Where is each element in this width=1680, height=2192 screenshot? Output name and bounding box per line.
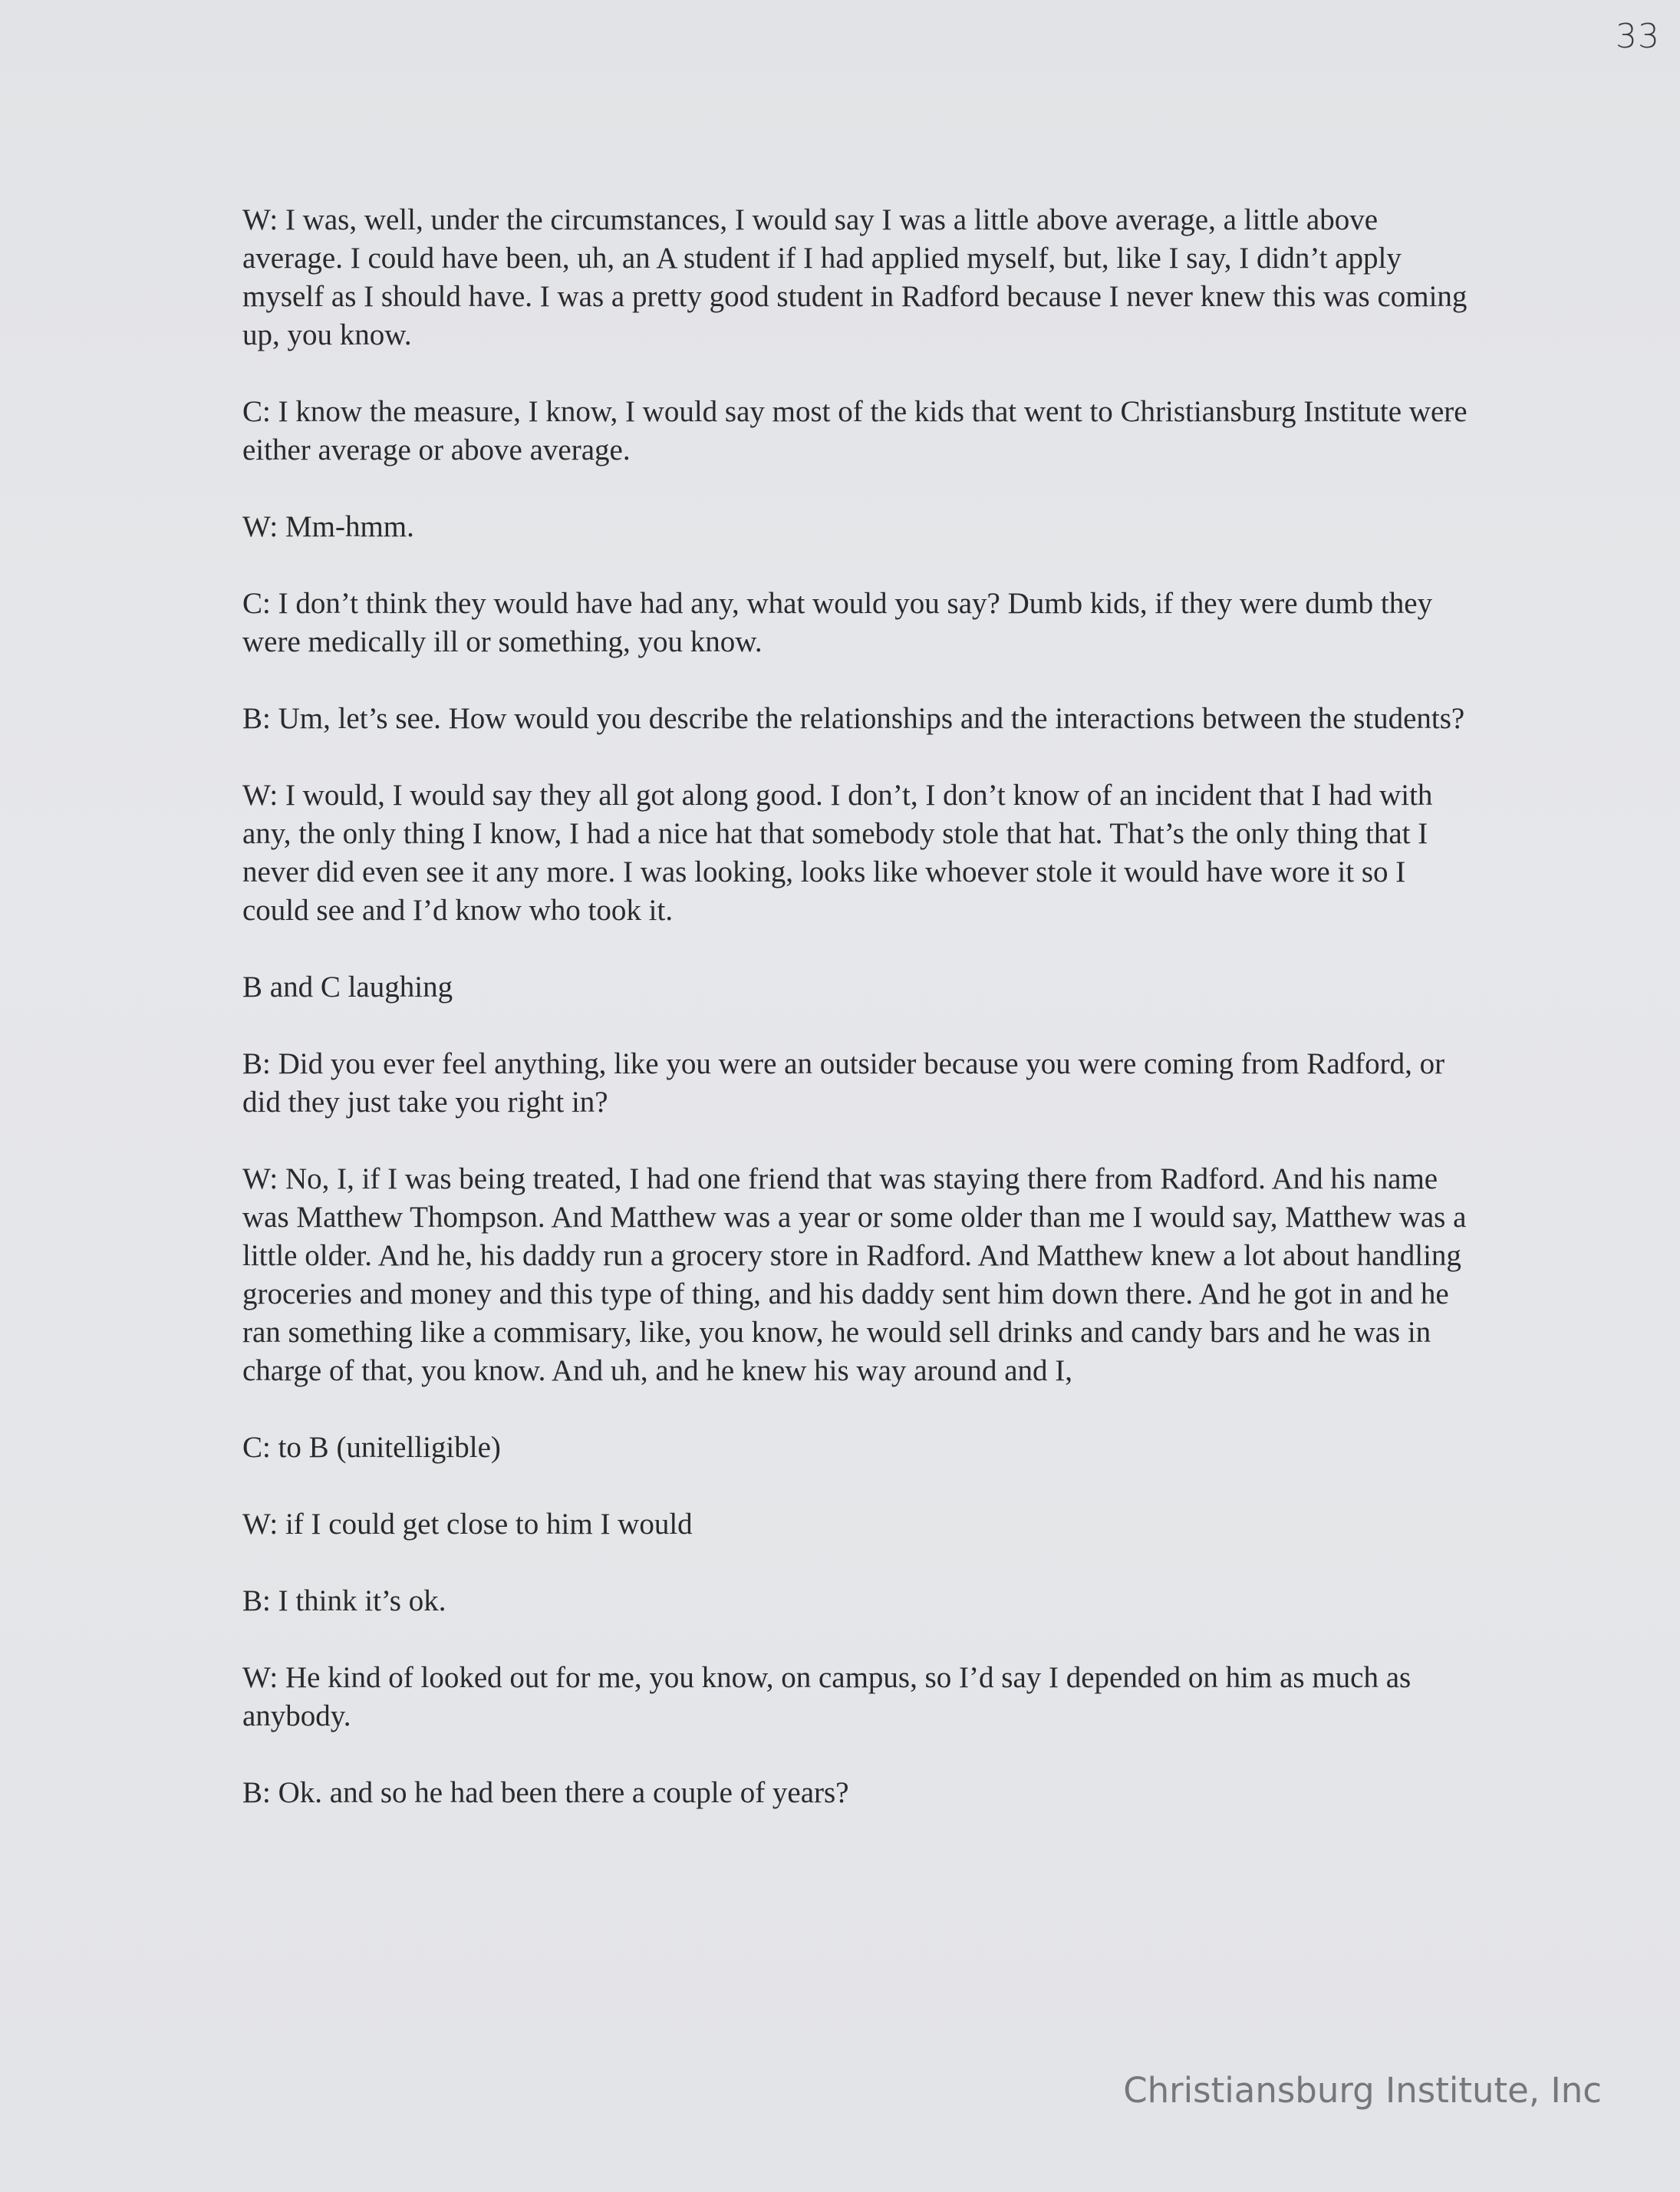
transcript-paragraph: B: Ok. and so he had been there a couple of years? bbox=[242, 1776, 849, 1809]
watermark: Christiansburg Institute, Inc bbox=[1123, 2070, 1602, 2111]
page-number: 33 bbox=[1616, 17, 1660, 56]
transcript-paragraph: W: No, I, if I was being treated, I had one friend that was staying there from Radford. And his name was Matthew Thompson. And Matthew was a year or some older than me I would say, Matthew was a little older. And he, his daddy run a grocery store in Radford. And Matthew knew a lot about handling groceries and money and this type of thing, and his daddy sent him down there. And he got in and he ran something like a commisary, like, you know, he would sell drinks and candy bars and he was in charge of that, you know. And uh, and he knew his way around and I, bbox=[242, 1162, 1467, 1387]
transcript-paragraph: C: I know the measure, I know, I would say most of the kids that went to Christiansburg Institute were either average or above average. bbox=[242, 395, 1468, 466]
transcript-paragraph: W: Mm-hmm. bbox=[242, 510, 414, 543]
transcript-paragraph: W: I would, I would say they all got along good. I don’t, I don’t know of an incident that I had with any, the only thing I know, I had a nice hat that somebody stole that hat. That’s the only thing that I never did even see it any more. I was looking, looks like whoever stole it would have wore it so I could see and I’d know who took it. bbox=[242, 779, 1433, 927]
transcript-paragraph: B: Um, let’s see. How would you describe the relationships and the interactions between the students? bbox=[242, 702, 1465, 735]
transcript-paragraph: C: to B (unitelligible) bbox=[242, 1431, 501, 1464]
transcript-paragraph: B and C laughing bbox=[242, 971, 453, 1004]
transcript-paragraph: W: if I could get close to him I would bbox=[242, 1508, 693, 1541]
transcript-paragraph: C: I don’t think they would have had any, what would you say? Dumb kids, if they were dumb they were medically ill or something, you know. bbox=[242, 587, 1433, 658]
transcript-body bbox=[242, 201, 1470, 1851]
transcript-paragraph: W: I was, well, under the circumstances, I would say I was a little above average, a little above average. I could have been, uh, an A student if I had applied myself, but, like I say, I didn’t apply myself as I should have. I was a pretty good student in Radford because I never knew this was coming up, you know. bbox=[242, 203, 1468, 351]
transcript-paragraph: W: He kind of looked out for me, you know, on campus, so I’d say I depended on him as much as anybody. bbox=[242, 1661, 1412, 1732]
transcript-paragraph: B: Did you ever feel anything, like you were an outsider because you were coming from Radford, or did they just take you right in? bbox=[242, 1047, 1445, 1119]
transcript-paragraph: B: I think it’s ok. bbox=[242, 1584, 446, 1617]
